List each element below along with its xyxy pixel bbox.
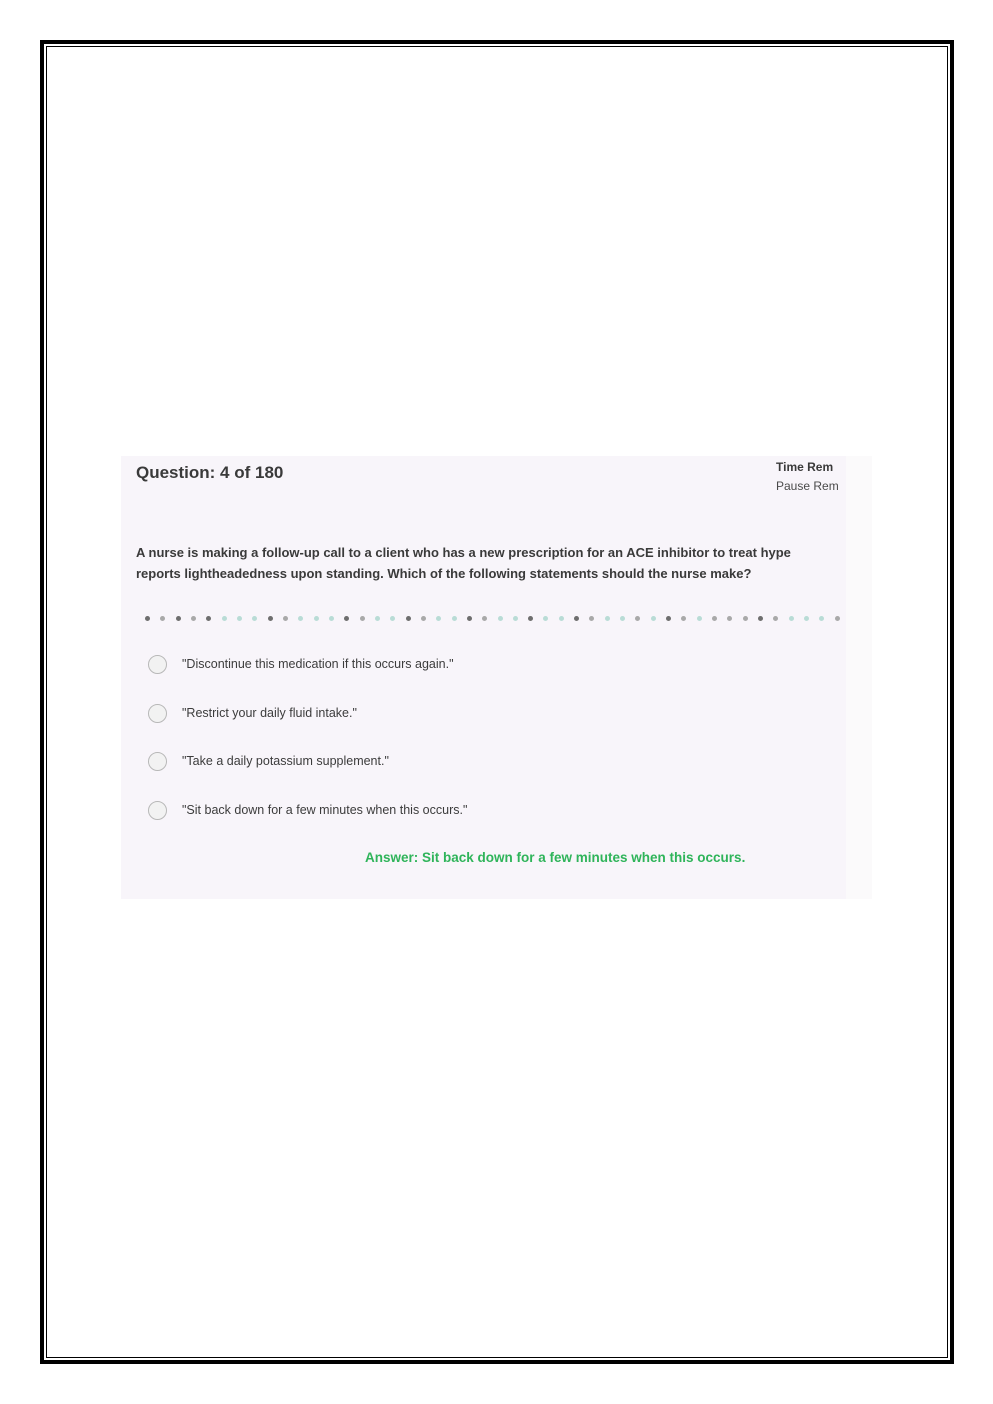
progress-dot: [344, 616, 349, 621]
progress-dot: [712, 616, 717, 621]
question-counter: Question: 4 of 180: [136, 463, 284, 482]
option-label: "Discontinue this medication if this occurs again.": [182, 657, 454, 671]
quiz-screenshot: [121, 456, 872, 899]
progress-dot: [543, 616, 548, 621]
progress-dot: [390, 616, 395, 621]
progress-dot: [452, 616, 457, 621]
progress-dot: [773, 616, 778, 621]
progress-dot: [360, 616, 365, 621]
option-b[interactable]: [148, 701, 357, 725]
question-line-2: reports lightheadedness upon standing. Which of the following statements should the nurse make?: [136, 566, 752, 581]
progress-dot: [145, 616, 150, 621]
question-line-1: A nurse is making a follow-up call to a client who has a new prescription for an ACE inhibitor to treat hype: [136, 545, 791, 560]
progress-dot: [513, 616, 518, 621]
progress-dot: [681, 616, 686, 621]
progress-dot: [528, 616, 533, 621]
progress-dot: [191, 616, 196, 621]
progress-dot: [206, 616, 211, 621]
progress-dot: [467, 616, 472, 621]
option-label: "Take a daily potassium supplement.": [182, 754, 389, 768]
progress-dot: [436, 616, 441, 621]
progress-dot: [160, 616, 165, 621]
progress-dot: [298, 616, 303, 621]
progress-dot: [697, 616, 702, 621]
progress-dot: [375, 616, 380, 621]
progress-dot: [743, 616, 748, 621]
progress-dot: [421, 616, 426, 621]
progress-dot: [819, 616, 824, 621]
progress-dot: [666, 616, 671, 621]
progress-dot: [252, 616, 257, 621]
radio-button[interactable]: [148, 801, 167, 820]
progress-dot: [237, 616, 242, 621]
time-remaining-label: Time Rem: [776, 460, 834, 474]
progress-dot: [559, 616, 564, 621]
progress-dot: [498, 616, 503, 621]
answer-text: Answer: Sit back down for a few minutes when this occurs.: [365, 850, 746, 865]
progress-dots: [145, 616, 850, 624]
progress-dot: [727, 616, 732, 621]
progress-dot: [651, 616, 656, 621]
option-d[interactable]: [148, 798, 467, 822]
progress-dot: [329, 616, 334, 621]
progress-dot: [406, 616, 411, 621]
progress-dot: [620, 616, 625, 621]
radio-button[interactable]: [148, 655, 167, 674]
progress-dot: [176, 616, 181, 621]
option-c[interactable]: [148, 749, 389, 773]
progress-dot: [268, 616, 273, 621]
radio-button[interactable]: [148, 704, 167, 723]
progress-dot: [835, 616, 840, 621]
timer-block: [776, 458, 846, 496]
progress-dot: [574, 616, 579, 621]
progress-dot: [758, 616, 763, 621]
progress-dot: [283, 616, 288, 621]
progress-dot: [804, 616, 809, 621]
progress-dot: [222, 616, 227, 621]
option-label: "Restrict your daily fluid intake.": [182, 706, 357, 720]
progress-dot: [789, 616, 794, 621]
progress-dot: [635, 616, 640, 621]
question-stem: [136, 542, 847, 584]
progress-dot: [314, 616, 319, 621]
radio-button[interactable]: [148, 752, 167, 771]
progress-dot: [589, 616, 594, 621]
pause-button[interactable]: Pause Rem: [776, 479, 839, 493]
progress-dot: [605, 616, 610, 621]
progress-dot: [482, 616, 487, 621]
option-label: "Sit back down for a few minutes when this occurs.": [182, 803, 468, 817]
option-a[interactable]: [148, 652, 454, 676]
right-edge-strip: [846, 456, 872, 899]
